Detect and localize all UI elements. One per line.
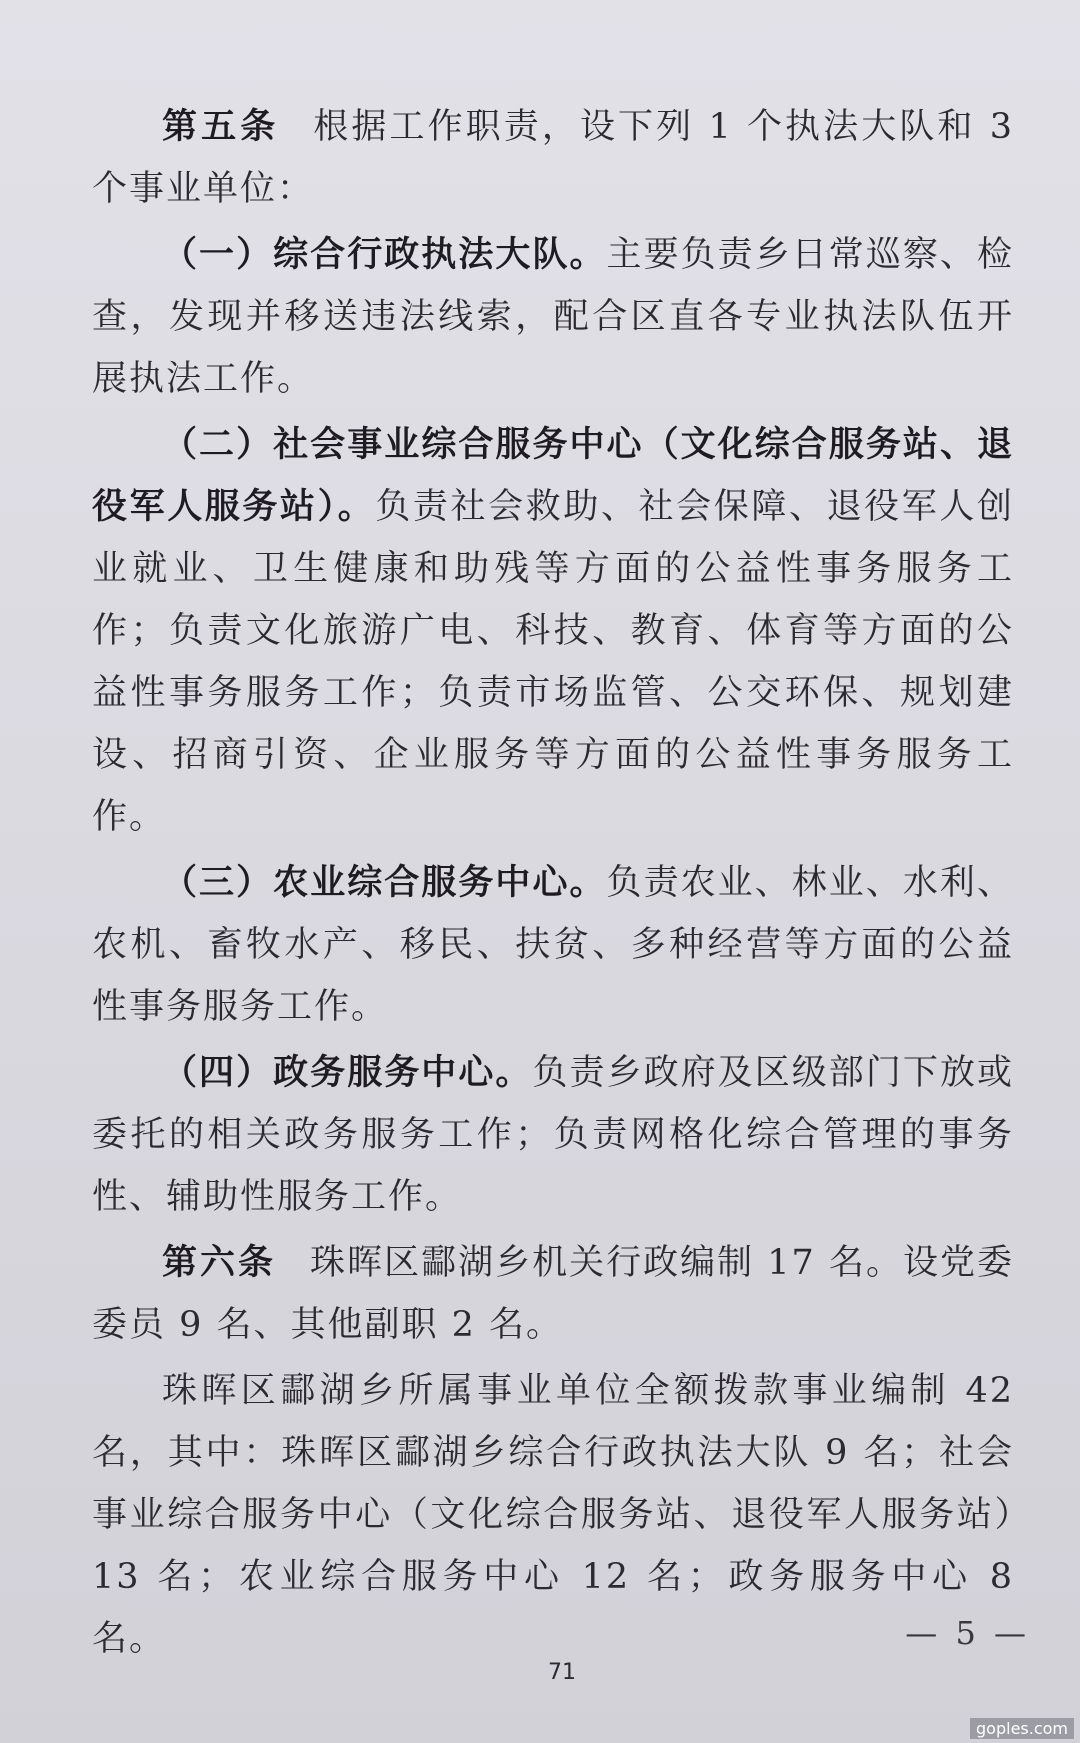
unit-4-body: 负责乡政府及区级部门下放或委托的相关政务服务工作；负责网格化综合管理的事务性、辅助性服务工作。	[92, 1053, 1014, 1217]
article-6-heading: 第六条	[162, 1242, 277, 1283]
unit-3-title: （三）农业综合服务中心。	[162, 862, 607, 903]
unit-2-title: （二）社会事业综合服务中心（文化综合服务站、退役军人服务站）。	[92, 424, 1014, 527]
article-5-intro: 根据工作职责，设下列 1 个执法大队和 3 个事业单位：	[92, 107, 1014, 209]
article-5-heading: 第五条	[162, 106, 280, 147]
unit-4-paragraph	[92, 1042, 1014, 1228]
unit-1-paragraph	[92, 224, 1014, 410]
staffing-text: 珠晖区酃湖乡所属事业单位全额拨款事业编制 42 名，其中：珠晖区酃湖乡综合行政执法大队 9 名；社会事业综合服务中心（文化综合服务站、退役军人服务站）13 名；农业综合服务中心 12 名；政务服务中心 8 名。	[92, 1371, 1014, 1659]
unit-2-body: 负责社会救助、社会保障、退役军人创业就业、卫生健康和助残等方面的公益性事务服务工作；负责文化旅游广电、科技、教育、体育等方面的公益性事务服务工作；负责市场监管、公交环保、规划建设、招商引资、企业服务等方面的公益性事务服务工作。	[92, 487, 1014, 837]
article-6-text: 珠晖区酃湖乡机关行政编制 17 名。设党委委员 9 名、其他副职 2 名。	[92, 1243, 1014, 1345]
watermark: goples.com	[970, 1718, 1074, 1739]
staffing-paragraph	[92, 1360, 1014, 1670]
unit-3-body: 负责农业、林业、水利、农机、畜牧水产、移民、扶贫、多种经营等方面的公益性事务服务工作。	[92, 863, 1014, 1027]
article-5-paragraph	[92, 96, 1014, 220]
unit-1-body: 主要负责乡日常巡察、检查，发现并移送违法线索，配合区直各专业执法队伍开展执法工作。	[92, 235, 1014, 399]
unit-3-paragraph	[92, 852, 1014, 1038]
unit-2-paragraph	[92, 414, 1014, 848]
scan-page-number: 71	[548, 1660, 576, 1685]
unit-1-title: （一）综合行政执法大队。	[162, 234, 607, 275]
document-body	[92, 96, 1014, 1670]
page-number: — 5 —	[905, 1614, 1030, 1652]
article-6-paragraph	[92, 1232, 1014, 1356]
unit-4-title: （四）政务服务中心。	[162, 1052, 533, 1093]
